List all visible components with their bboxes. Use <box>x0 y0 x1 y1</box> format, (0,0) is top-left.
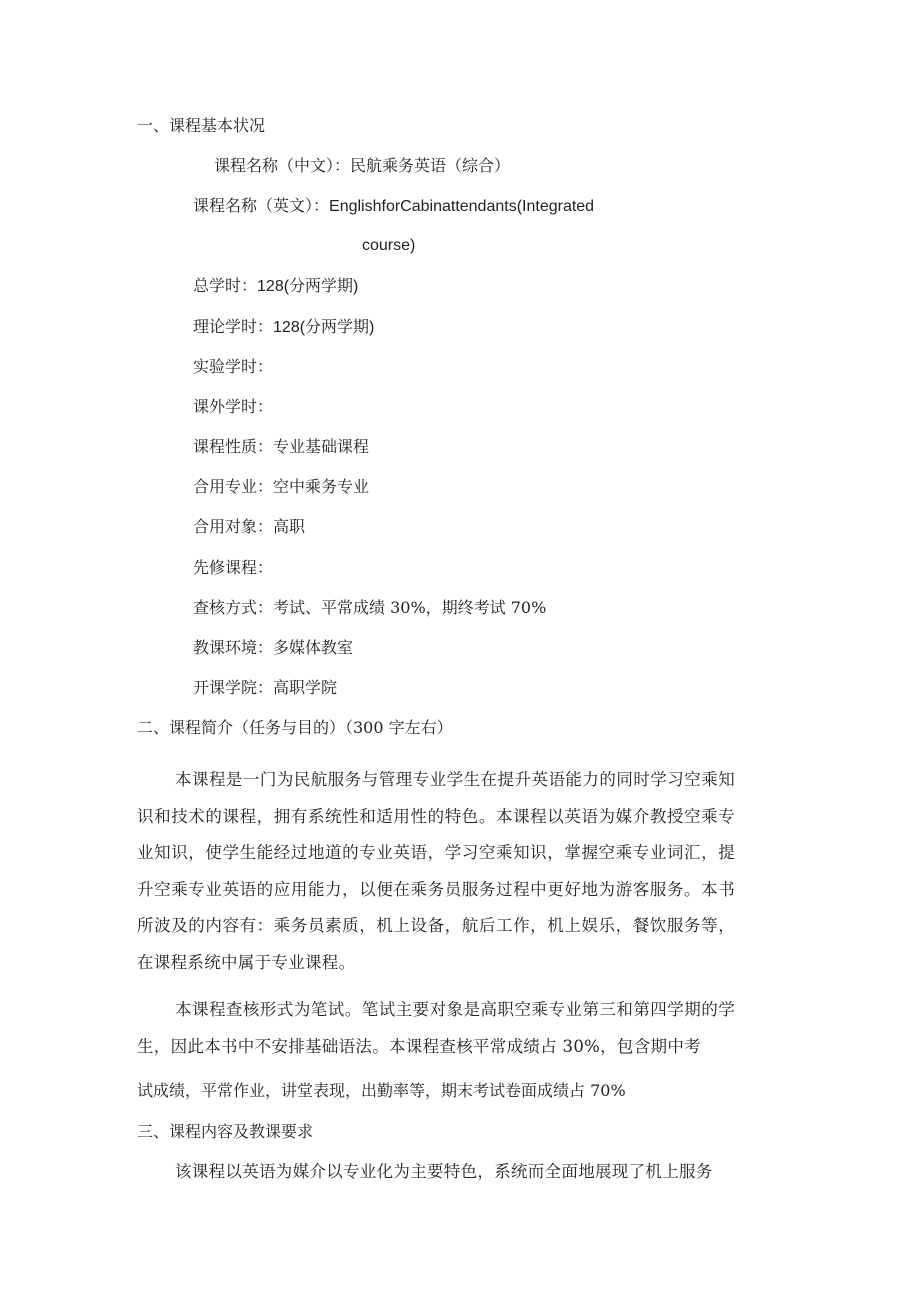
applicable-target-label: 合用对象： <box>193 517 274 536</box>
total-hours-value: 128(分两学期) <box>257 278 359 295</box>
content-paragraph-1: 该课程以英语为媒介以专业化为主要特色，系统而全面地展现了机上服务 <box>175 1162 713 1181</box>
course-name-cn-value: 民航乘务英语（综合） <box>350 156 511 175</box>
section-heading-basic-info: 一、课程基本状况 <box>137 116 266 135</box>
theory-hours <box>193 317 374 338</box>
course-name-cn-label: 课程名称（中文）： <box>214 156 351 175</box>
applicable-target-value: 高职 <box>273 517 306 536</box>
assessment-method <box>193 598 546 618</box>
course-name-en-value: EnglishforCabinattendants(Integrated <box>329 198 595 215</box>
lab-hours-label: 实验学时： <box>193 357 274 376</box>
course-name-en <box>193 196 594 217</box>
course-name-en-label: 课程名称（英文）： <box>193 196 330 215</box>
offering-college <box>193 678 337 698</box>
teaching-environment <box>193 638 353 658</box>
extra-hours-label: 课外学时： <box>193 397 274 416</box>
section-heading-content: 三、课程内容及教课要求 <box>137 1122 314 1141</box>
total-hours <box>193 276 358 297</box>
applicable-major-value: 空中乘务专业 <box>273 477 370 496</box>
course-nature-value: 专业基础课程 <box>273 437 370 456</box>
applicable-major-label: 合用专业： <box>193 477 274 496</box>
course-nature-label: 课程性质： <box>193 437 274 456</box>
theory-hours-value: 128(分两学期) <box>273 319 375 336</box>
environment-value: 多媒体教室 <box>273 638 354 657</box>
applicable-major <box>193 477 369 497</box>
course-name-en-continuation: course) <box>362 237 416 254</box>
assessment-label: 查核方式： <box>193 598 274 617</box>
total-hours-label: 总学时： <box>193 276 258 295</box>
college-value: 高职学院 <box>273 678 338 697</box>
college-label: 开课学院： <box>193 678 274 697</box>
theory-hours-label: 理论学时： <box>193 317 274 336</box>
prereq-label: 先修课程： <box>193 558 274 577</box>
applicable-target <box>193 517 305 537</box>
course-nature <box>193 437 369 457</box>
section-heading-intro: 二、课程简介（任务与目的）（300 字左右） <box>137 718 453 737</box>
intro-paragraph-1: 本课程是一门为民航服务与管理专业学生在提升英语能力的同时学习空乘知识和技术的课程，拥有系统性和适用性的特色。本课程以英语为媒介教授空乘专业知识，使学生能经过地道的专业英语，学习空乘知识，掌握空乘专业词汇，提升空乘专业英语的应用能力，以便在乘务员服务过程中更好地为游客服务。本书所波及的内容有：乘务员素质，机上设备，航后工作，机上娱乐，餐饮服务等，在课程系统中属于专业课程。 <box>137 770 735 972</box>
course-name-cn <box>214 156 510 176</box>
assessment-value: 考试、平常成绩 30%，期终考试 70% <box>273 598 547 617</box>
intro-paragraph-2: 本课程查核形式为笔试。笔试主要对象是高职空乘专业第三和第四学期的学生，因此本书中不安排基础语法。本课程查核平常成绩占 30%，包含期中考 <box>137 1000 735 1056</box>
environment-label: 教课环境： <box>193 638 274 657</box>
intro-paragraph-2-end: 试成绩，平常作业，讲堂表现，出勤率等，期末考试卷面成绩占 70% <box>137 1081 626 1100</box>
